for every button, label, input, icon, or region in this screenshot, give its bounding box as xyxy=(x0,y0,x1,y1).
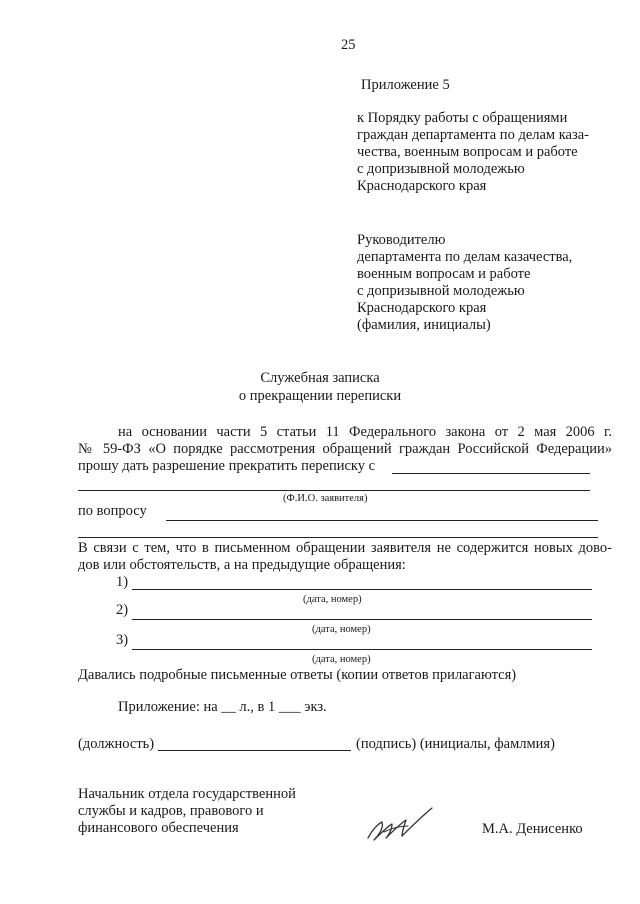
appendix-line: с допризывной молодежью xyxy=(357,161,525,177)
item-1-field[interactable] xyxy=(132,589,592,590)
signatory-name: М.А. Денисенко xyxy=(482,821,583,837)
appendix-line: граждан департамента по делам каза- xyxy=(357,127,589,143)
question-field[interactable] xyxy=(166,520,598,521)
answers-text: Давались подробные письменные ответы (копии ответов прилагаются) xyxy=(78,667,517,683)
item-number: 3) xyxy=(116,632,129,648)
appendix-title: Приложение 5 xyxy=(361,77,450,93)
addressee-line: (фамилия, инициалы) xyxy=(357,317,491,333)
appendix-line: Краснодарского края xyxy=(357,178,487,194)
position-label: (должность) xyxy=(78,736,155,752)
addressee-line: военным вопросам и работе xyxy=(357,266,531,282)
attachment-line: Приложение: на __ л., в 1 ___ экз. xyxy=(118,699,327,715)
signatory-block xyxy=(78,786,296,837)
signatory-line: службы и кадров, правового и xyxy=(78,803,264,819)
item-2-field[interactable] xyxy=(132,619,592,620)
applicant-name-field[interactable] xyxy=(392,473,590,474)
item-caption: (дата, номер) xyxy=(312,654,371,665)
para1-line1: на основании части 5 статьи 11 Федерального закона от 2 мая 2006 г. xyxy=(118,424,612,440)
document-subheading: о прекращении переписки xyxy=(238,388,402,404)
para2-line1: В связи с тем, что в письменном обращении заявителя не содержится новых дово- xyxy=(78,540,612,556)
item-caption: (дата, номер) xyxy=(312,624,371,635)
appendix-reference xyxy=(357,110,589,195)
question-label: по вопросу xyxy=(78,503,147,519)
addressee-block xyxy=(357,232,572,334)
para1-line3: прошу дать разрешение прекратить переписку с xyxy=(78,458,376,474)
page-number: 25 xyxy=(341,37,356,53)
signature-field[interactable] xyxy=(158,750,351,751)
item-3-field[interactable] xyxy=(132,649,592,650)
signatory-line: финансового обеспечения xyxy=(78,820,239,836)
para2-line2: дов или обстоятельств, а на предыдущие обращения: xyxy=(78,557,406,573)
appendix-line: чества, военным вопросам и работе xyxy=(357,144,578,160)
addressee-line: Руководителю xyxy=(357,232,446,248)
addressee-line: с допризывной молодежью xyxy=(357,283,525,299)
question-field-line2[interactable] xyxy=(78,537,598,538)
signatory-line: Начальник отдела государственной xyxy=(78,786,296,802)
item-caption: (дата, номер) xyxy=(303,594,362,605)
item-number: 1) xyxy=(116,574,129,590)
appendix-line: к Порядку работы с обращениями xyxy=(357,110,568,126)
document-heading: Служебная записка xyxy=(260,370,380,386)
fio-caption: (Ф.И.О. заявителя) xyxy=(283,493,368,504)
para1-line2: № 59-ФЗ «О порядке рассмотрения обращений граждан Российской Федерации» xyxy=(78,441,612,457)
item-number: 2) xyxy=(116,602,129,618)
signature-label: (подпись) (инициалы, фамлмия) xyxy=(356,736,555,752)
addressee-line: Краснодарского края xyxy=(357,300,487,316)
handwritten-signature-icon xyxy=(362,804,438,848)
addressee-line: департамента по делам казачества, xyxy=(357,249,573,265)
